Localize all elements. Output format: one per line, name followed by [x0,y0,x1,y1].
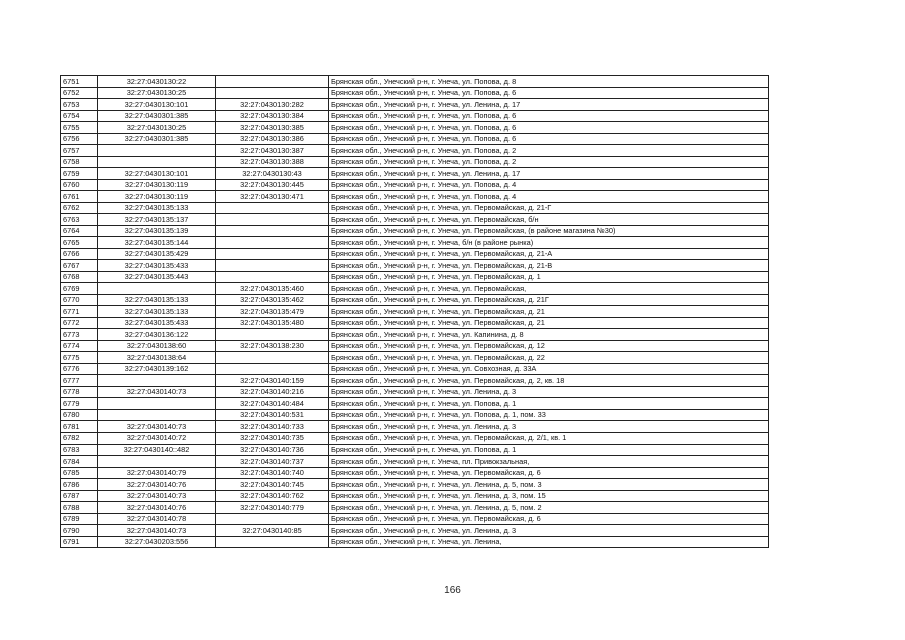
object-cadastral-number-cell [216,352,329,364]
cadastral-number-cell: 32:27:0430140:79 [98,467,216,479]
object-cadastral-number-cell [216,225,329,237]
table-row [61,432,769,444]
cadastral-number-cell: 32:27:0430138:64 [98,352,216,364]
address-cell: Брянская обл., Унечский р-н, г. Унеча, ул. Первомайская, д. 1 [329,271,769,283]
row-number-cell: 6762 [61,202,98,214]
table-row [61,490,769,502]
address-cell: Брянская обл., Унечский р-н, г. Унеча, ул. Первомайская, д. 6 [329,513,769,525]
registry-table-body [61,76,769,548]
address-cell: Брянская обл., Унечский р-н, г. Унеча, ул. Первомайская, д. 21Г [329,294,769,306]
cadastral-number-cell: 32:27:0430135:137 [98,214,216,226]
address-cell: Брянская обл., Унечский р-н, г. Унеча, ул. Первомайская, д. 21 [329,317,769,329]
row-number-cell: 6783 [61,444,98,456]
cadastral-number-cell [98,398,216,410]
table-row [61,168,769,180]
address-cell: Брянская обл., Унечский р-н, г. Унеча, ул. Капинина, д. 8 [329,329,769,341]
address-cell: Брянская обл., Унечский р-н, г. Унеча, ул. Первомайская, д. 2, кв. 18 [329,375,769,387]
table-row [61,363,769,375]
cadastral-number-cell: 32:27:0430140:76 [98,502,216,514]
row-number-cell: 6774 [61,340,98,352]
row-number-cell: 6781 [61,421,98,433]
cadastral-number-cell: 32:27:0430135:433 [98,260,216,272]
cadastral-number-cell: 32:27:0430140::482 [98,444,216,456]
table-row [61,329,769,341]
address-cell: Брянская обл., Унечский р-н, г. Унеча, ул. Первомайская, д. 21-А [329,248,769,260]
row-number-cell: 6788 [61,502,98,514]
cadastral-number-cell: 32:27:0430140:73 [98,490,216,502]
page-number: 166 [444,585,461,596]
address-cell: Брянская обл., Унечский р-н, г. Унеча, ул. Первомайская, д. 22 [329,352,769,364]
object-cadastral-number-cell: 32:27:0430135:480 [216,317,329,329]
row-number-cell: 6789 [61,513,98,525]
row-number-cell: 6760 [61,179,98,191]
cadastral-number-cell: 32:27:0430140:72 [98,432,216,444]
address-cell: Брянская обл., Унечский р-н, г. Унеча, ул. Первомайская, [329,283,769,295]
address-cell: Брянская обл., Унечский р-н, г. Унеча, ул. Ленина, [329,536,769,548]
row-number-cell: 6753 [61,99,98,111]
row-number-cell: 6779 [61,398,98,410]
table-row [61,536,769,548]
row-number-cell: 6775 [61,352,98,364]
cadastral-number-cell: 32:27:0430135:133 [98,306,216,318]
address-cell: Брянская обл., Унечский р-н, г. Унеча, ул. Ленина, д. 17 [329,168,769,180]
address-cell: Брянская обл., Унечский р-н, г. Унеча, ул. Попова, д. 2 [329,145,769,157]
address-cell: Брянская обл., Унечский р-н, г. Унеча, ул. Ленина, д. 3 [329,525,769,537]
cadastral-number-cell: 32:27:0430140:78 [98,513,216,525]
row-number-cell: 6780 [61,409,98,421]
table-row [61,248,769,260]
row-number-cell: 6771 [61,306,98,318]
cadastral-number-cell [98,145,216,157]
row-number-cell: 6766 [61,248,98,260]
object-cadastral-number-cell: 32:27:0430140:733 [216,421,329,433]
address-cell: Брянская обл., Унечский р-н, г. Унеча, ул. Ленина, д. 5, пом. 2 [329,502,769,514]
object-cadastral-number-cell: 32:27:0430135:479 [216,306,329,318]
table-row [61,479,769,491]
row-number-cell: 6785 [61,467,98,479]
object-cadastral-number-cell: 32:27:0430130:386 [216,133,329,145]
address-cell: Брянская обл., Унечский р-н, г. Унеча, ул. Первомайская, б/н [329,214,769,226]
cadastral-number-cell: 32:27:0430140:73 [98,525,216,537]
object-cadastral-number-cell: 32:27:0430138:230 [216,340,329,352]
row-number-cell: 6767 [61,260,98,272]
row-number-cell: 6759 [61,168,98,180]
cadastral-number-cell: 32:27:0430130:22 [98,76,216,88]
table-row [61,76,769,88]
object-cadastral-number-cell: 32:27:0430140:762 [216,490,329,502]
address-cell: Брянская обл., Унечский р-н, г. Унеча, б/н (в районе рынка) [329,237,769,249]
object-cadastral-number-cell: 32:27:0430140:159 [216,375,329,387]
cadastral-number-cell: 32:27:0430139:162 [98,363,216,375]
table-row [61,456,769,468]
object-cadastral-number-cell: 32:27:0430140:216 [216,386,329,398]
row-number-cell: 6756 [61,133,98,145]
table-row [61,317,769,329]
row-number-cell: 6754 [61,110,98,122]
object-cadastral-number-cell [216,271,329,283]
row-number-cell: 6778 [61,386,98,398]
table-row [61,467,769,479]
object-cadastral-number-cell [216,87,329,99]
cadastral-number-cell [98,156,216,168]
table-row [61,386,769,398]
cadastral-number-cell: 32:27:0430130:25 [98,87,216,99]
row-number-cell: 6790 [61,525,98,537]
object-cadastral-number-cell: 32:27:0430130:282 [216,99,329,111]
object-cadastral-number-cell: 32:27:0430130:43 [216,168,329,180]
row-number-cell: 6769 [61,283,98,295]
row-number-cell: 6784 [61,456,98,468]
address-cell: Брянская обл., Унечский р-н, г. Унеча, ул. Совхозная, д. 33А [329,363,769,375]
row-number-cell: 6791 [61,536,98,548]
cadastral-number-cell [98,456,216,468]
table-row [61,156,769,168]
object-cadastral-number-cell [216,76,329,88]
cadastral-number-cell: 32:27:0430135:144 [98,237,216,249]
table-row [61,202,769,214]
object-cadastral-number-cell: 32:27:0430135:462 [216,294,329,306]
cadastral-number-cell: 32:27:0430135:139 [98,225,216,237]
cadastral-number-cell: 32:27:0430140:73 [98,386,216,398]
address-cell: Брянская обл., Унечский р-н, г. Унеча, ул. Попова, д. 6 [329,87,769,99]
cadastral-number-cell: 32:27:0430135:133 [98,202,216,214]
cadastral-number-cell [98,409,216,421]
address-cell: Брянская обл., Унечский р-н, г. Унеча, ул. Попова, д. 6 [329,110,769,122]
table-row [61,191,769,203]
row-number-cell: 6765 [61,237,98,249]
cadastral-number-cell: 32:27:0430203:556 [98,536,216,548]
cadastral-number-cell: 32:27:0430130:101 [98,99,216,111]
address-cell: Брянская обл., Унечский р-н, г. Унеча, ул. Попова, д. 1, пом. 33 [329,409,769,421]
object-cadastral-number-cell: 32:27:0430130:385 [216,122,329,134]
address-cell: Брянская обл., Унечский р-н, г. Унеча, ул. Попова, д. 1 [329,398,769,410]
table-row [61,306,769,318]
table-row [61,513,769,525]
table-row [61,110,769,122]
row-number-cell: 6770 [61,294,98,306]
cadastral-number-cell: 32:27:0430135:443 [98,271,216,283]
address-cell: Брянская обл., Унечский р-н, г. Унеча, ул. Ленина, д. 3, пом. 15 [329,490,769,502]
object-cadastral-number-cell [216,202,329,214]
cadastral-number-cell: 32:27:0430140:76 [98,479,216,491]
cadastral-number-cell: 32:27:0430135:429 [98,248,216,260]
object-cadastral-number-cell [216,513,329,525]
table-row [61,375,769,387]
object-cadastral-number-cell: 32:27:0430140:484 [216,398,329,410]
object-cadastral-number-cell [216,237,329,249]
row-number-cell: 6751 [61,76,98,88]
table-row [61,294,769,306]
cadastral-number-cell: 32:27:0430140:73 [98,421,216,433]
row-number-cell: 6755 [61,122,98,134]
registry-table [60,75,769,548]
table-row [61,99,769,111]
object-cadastral-number-cell: 32:27:0430135:460 [216,283,329,295]
address-cell: Брянская обл., Унечский р-н, г. Унеча, ул. Первомайская, д. 21-В [329,260,769,272]
object-cadastral-number-cell: 32:27:0430140:779 [216,502,329,514]
table-row [61,271,769,283]
cadastral-number-cell [98,375,216,387]
address-cell: Брянская обл., Унечский р-н, г. Унеча, ул. Первомайская, д. 21 [329,306,769,318]
object-cadastral-number-cell: 32:27:0430140:745 [216,479,329,491]
address-cell: Брянская обл., Унечский р-н, г. Унеча, ул. Первомайская, д. 12 [329,340,769,352]
row-number-cell: 6782 [61,432,98,444]
table-row [61,283,769,295]
row-number-cell: 6787 [61,490,98,502]
row-number-cell: 6758 [61,156,98,168]
object-cadastral-number-cell: 32:27:0430140:736 [216,444,329,456]
address-cell: Брянская обл., Унечский р-н, г. Унеча, ул. Попова, д. 4 [329,179,769,191]
row-number-cell: 6757 [61,145,98,157]
address-cell: Брянская обл., Унечский р-н, г. Унеча, ул. Попова, д. 4 [329,191,769,203]
address-cell: Брянская обл., Унечский р-н, г. Унеча, ул. Попова, д. 6 [329,122,769,134]
row-number-cell: 6773 [61,329,98,341]
address-cell: Брянская обл., Унечский р-н, г. Унеча, пл. Привокзальная, [329,456,769,468]
object-cadastral-number-cell: 32:27:0430140:531 [216,409,329,421]
object-cadastral-number-cell [216,260,329,272]
object-cadastral-number-cell [216,248,329,260]
object-cadastral-number-cell: 32:27:0430140:740 [216,467,329,479]
table-row [61,225,769,237]
row-number-cell: 6772 [61,317,98,329]
address-cell: Брянская обл., Унечский р-н, г. Унеча, ул. Попова, д. 8 [329,76,769,88]
table-row [61,237,769,249]
row-number-cell: 6763 [61,214,98,226]
address-cell: Брянская обл., Унечский р-н, г. Унеча, ул. Ленина, д. 17 [329,99,769,111]
address-cell: Брянская обл., Унечский р-н, г. Унеча, ул. Первомайская, д. 2/1, кв. 1 [329,432,769,444]
row-number-cell: 6776 [61,363,98,375]
address-cell: Брянская обл., Унечский р-н, г. Унеча, ул. Ленина, д. 3 [329,386,769,398]
row-number-cell: 6761 [61,191,98,203]
object-cadastral-number-cell: 32:27:0430140:737 [216,456,329,468]
object-cadastral-number-cell [216,214,329,226]
row-number-cell: 6786 [61,479,98,491]
table-row [61,421,769,433]
cadastral-number-cell: 32:27:0430135:133 [98,294,216,306]
row-number-cell: 6752 [61,87,98,99]
table-row [61,179,769,191]
table-row [61,444,769,456]
row-number-cell: 6764 [61,225,98,237]
table-row [61,214,769,226]
object-cadastral-number-cell: 32:27:0430130:388 [216,156,329,168]
object-cadastral-number-cell: 32:27:0430140:85 [216,525,329,537]
object-cadastral-number-cell: 32:27:0430130:471 [216,191,329,203]
address-cell: Брянская обл., Унечский р-н, г. Унеча, ул. Ленина, д. 3 [329,421,769,433]
object-cadastral-number-cell: 32:27:0430130:387 [216,145,329,157]
table-row [61,260,769,272]
row-number-cell: 6768 [61,271,98,283]
table-row [61,133,769,145]
address-cell: Брянская обл., Унечский р-н, г. Унеча, ул. Первомайская, д. 21-Г [329,202,769,214]
cadastral-number-cell: 32:27:0430130:119 [98,179,216,191]
table-row [61,145,769,157]
address-cell: Брянская обл., Унечский р-н, г. Унеча, ул. Попова, д. 6 [329,133,769,145]
cadastral-number-cell: 32:27:0430135:433 [98,317,216,329]
object-cadastral-number-cell [216,536,329,548]
object-cadastral-number-cell [216,363,329,375]
address-cell: Брянская обл., Унечский р-н, г. Унеча, ул. Ленина, д. 5, пом. 3 [329,479,769,491]
address-cell: Брянская обл., Унечский р-н, г. Унеча, ул. Попова, д. 1 [329,444,769,456]
cadastral-number-cell: 32:27:0430130:119 [98,191,216,203]
address-cell: Брянская обл., Унечский р-н, г. Унеча, ул. Первомайская, д. 6 [329,467,769,479]
cadastral-number-cell: 32:27:0430130:101 [98,168,216,180]
cadastral-number-cell: 32:27:0430138:60 [98,340,216,352]
address-cell: Брянская обл., Унечский р-н, г. Унеча, ул. Первомайская, (в районе магазина №30) [329,225,769,237]
table-row [61,352,769,364]
cadastral-number-cell: 32:27:0430136:122 [98,329,216,341]
table-row [61,502,769,514]
cadastral-number-cell: 32:27:0430301:385 [98,110,216,122]
object-cadastral-number-cell: 32:27:0430130:445 [216,179,329,191]
cadastral-number-cell: 32:27:0430301:385 [98,133,216,145]
table-row [61,525,769,537]
cadastral-number-cell [98,283,216,295]
cadastral-number-cell: 32:27:0430130:25 [98,122,216,134]
object-cadastral-number-cell: 32:27:0430140:735 [216,432,329,444]
table-row [61,409,769,421]
object-cadastral-number-cell [216,329,329,341]
object-cadastral-number-cell: 32:27:0430130:384 [216,110,329,122]
table-row [61,398,769,410]
address-cell: Брянская обл., Унечский р-н, г. Унеча, ул. Попова, д. 2 [329,156,769,168]
table-row [61,340,769,352]
row-number-cell: 6777 [61,375,98,387]
table-row [61,87,769,99]
table-row [61,122,769,134]
